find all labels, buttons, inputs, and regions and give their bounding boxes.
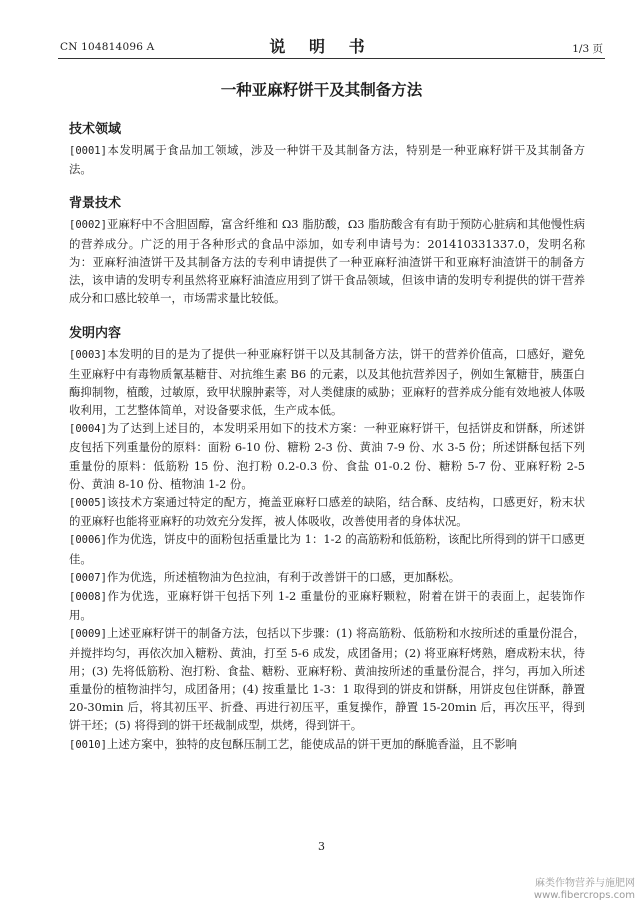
paragraph: [69, 215, 585, 307]
paragraph: [69, 587, 585, 624]
watermark: [534, 878, 635, 902]
document-body: [69, 121, 585, 754]
paragraph-text: 上述方案中，独特的皮包酥压制工艺，能使成品的饼干更加的酥脆香溢，且不影响: [107, 736, 518, 751]
section-heading-background: 背景技术: [69, 196, 122, 212]
section-heading-tech-field: 技术领域: [69, 122, 122, 137]
paragraph: [69, 624, 585, 734]
paragraph-number: [0010]: [69, 738, 107, 751]
paragraph-text: 本发明的目的是为了提供一种亚麻籽饼干以及其制备方法，饼干的营养价值高，口感好，避免生亚麻籽中有毒物质氰基糖苷、对抗维生素 B6 的元素，以及其他抗营养因子，例如生氰糖苷，胰蛋白酶抑制物，植酸，过敏原，致甲状腺肿素等，对人类健康的威胁；亚麻籽的营养成分能有效地被人体吸收利用，工艺整体简单，对设备要求低，生产成本低。: [69, 347, 585, 418]
paragraph-text: 作为优选，所述植物油为色拉油，有利于改善饼干的口感，更加酥松。: [107, 569, 461, 584]
paragraph: [69, 419, 585, 493]
paragraph-text: 作为优选，亚麻籽饼干包括下列 1-2 重量份的亚麻籽颗粒，附着在饼干的表面上，起装饰作用。: [69, 589, 585, 623]
patent-number: CN 104814096 A: [60, 41, 155, 53]
paragraph: [69, 493, 585, 530]
section-heading-invention: 发明内容: [69, 326, 122, 342]
paragraph: [69, 568, 585, 587]
page-number: 3: [318, 840, 325, 853]
document-title: 一种亚麻籽饼干及其制备方法: [220, 80, 423, 99]
paragraph-number: [0006]: [69, 534, 107, 547]
paragraph-number: [0003]: [69, 349, 107, 362]
paragraph-number: [0005]: [69, 497, 107, 510]
paragraph-number: [0001]: [69, 145, 107, 157]
paragraph: [69, 735, 585, 754]
paragraph-number: [0009]: [69, 628, 107, 641]
paragraph-text: 该技术方案通过特定的配方，掩盖亚麻籽口感差的缺陷，结合酥、皮结构，口感更好，粉末状的亚麻籽也能将亚麻籽的功效充分发挥，被人体吸收，改善使用者的身体状况。: [69, 495, 585, 529]
paragraph: [69, 530, 585, 567]
paragraph-text: 亚麻籽中不含胆固醇，富含纤维和 Ω3 脂肪酸，Ω3 脂肪酸含有有助于预防心脏病和其他慢性病的营养成分。广泛的用于各种形式的食品中添加，如专利申请号为：201410331337.0，发明名称为：亚麻籽油渣饼干及其制备方法的专利申请提供了一种亚麻籽油渣饼干和亚麻籽油渣饼干的制备方法，该申请的发明专利虽然将亚麻籽油渣应用到了饼干食品领域，但该申请的发明专利提供的饼干营养成分和口感比较单一，市场需求量比较低。: [69, 217, 585, 306]
paragraph-text: 本发明属于食品加工领域，涉及一种饼干及其制备方法，特别是一种亚麻籽饼干及其制备方法。: [69, 143, 585, 177]
paragraph-text: 作为优选，饼皮中的面粉包括重量比为 1：1-2 的高筋粉和低筋粉，该配比所得到的饼干口感更佳。: [69, 532, 585, 566]
watermark-line-1: 麻类作物营养与施肥网: [535, 878, 635, 889]
page-info: 1/3 页: [572, 43, 603, 55]
watermark-line-2: www.fibercrops.com: [533, 890, 635, 901]
paragraph-number: [0007]: [69, 571, 107, 584]
paragraph: [69, 345, 585, 419]
paragraph-number: [0008]: [69, 591, 107, 604]
paragraph-number: [0004]: [69, 423, 107, 436]
document-type: 说 明 书: [269, 37, 374, 56]
paragraph: [69, 141, 585, 178]
paragraph-text: 为了达到上述目的，本发明采用如下的技术方案：一种亚麻籽饼干，包括饼皮和饼酥，所述饼皮包括下列重量份的原料：面粉 6-10 份、糖粉 2-3 份、黄油 7-9 份、水 3-5 份；所述饼酥包括下列重量份的原料：低筋粉 15 份、泡打粉 0.2-0.3 份、食盐 01-0.2 份、糖粉 5-7 份、亚麻籽粉 2-5 份、黄油 8-10 份、植物油 1-2 份。: [69, 421, 585, 491]
paragraph-text: 上述亚麻籽饼干的制备方法，包括以下步骤：(1) 将高筋粉、低筋粉和水按所述的重量份混合，并搅拌均匀，再依次加入糖粉、黄油，打至 5-6 成发，成团备用；(2) 将亚麻籽烤熟，磨成粉末状，待用；(3) 先将低筋粉、泡打粉、食盐、糖粉、亚麻籽粉、黄油按所述的重量份混合，拌匀，再加入所述重量份的植物油拌匀，成团备用；(4) 按重量比 1-3：1 取得到的饼皮和饼酥，用饼皮包住饼酥，静置 20-30min 后，将其初压平、折叠、再进行初压平，重复操作，静置 15-20min 后，再次压平，得到饼干坯；(5) 将得到的饼干坯裁制成型，烘烤，得到饼干。: [69, 626, 585, 733]
paragraph-number: [0002]: [69, 219, 107, 232]
header-rule: [58, 58, 605, 59]
